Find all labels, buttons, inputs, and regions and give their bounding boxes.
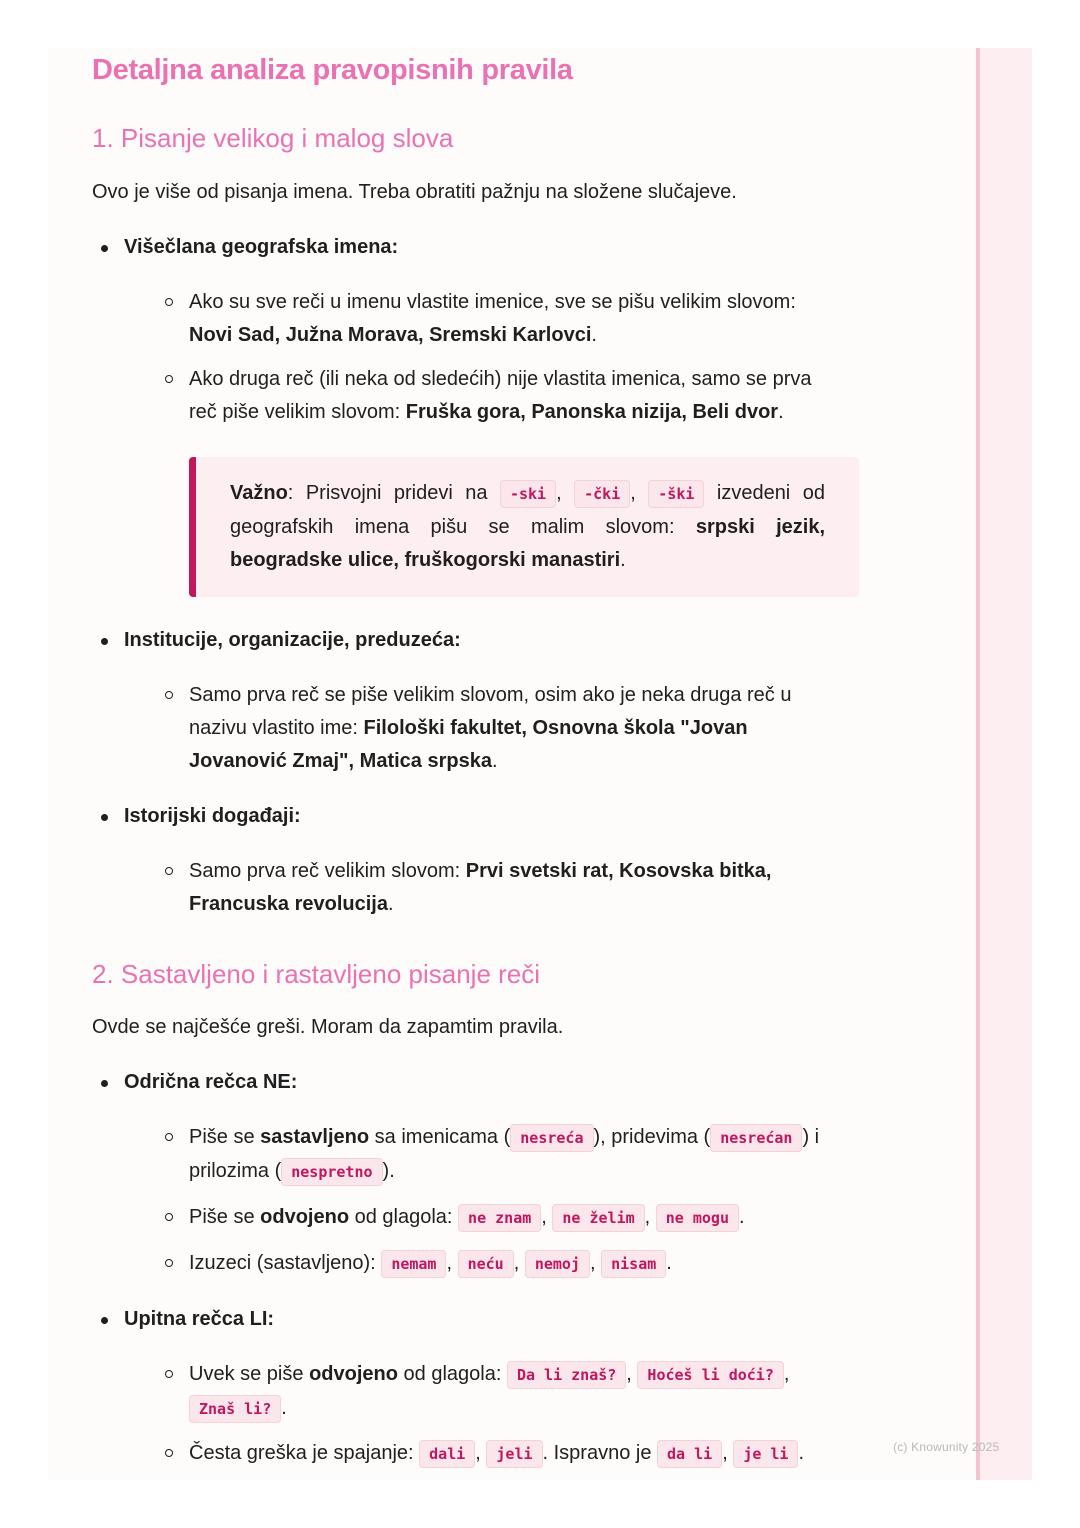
history-label: Istorijski događaji: <box>124 805 301 827</box>
list-item-li-1: Uvek se piše odvojeno od glagola: Da li znaš? , Hoćeš li doći? , Znaš li? . <box>124 1358 832 1426</box>
list-item-ne-1: Piše se sastavljeno sa imenicama ( nesreća ), pridevima ( nesrećan ) i prilozima ( nespretno ). <box>124 1121 832 1189</box>
code-nespretno: nespretno <box>281 1158 382 1186</box>
code-je-li: je li <box>733 1440 798 1468</box>
geo-example-2: Fruška gora, Panonska nizija, Beli dvor <box>405 401 779 423</box>
code-suffix-cki: -čki <box>574 480 630 508</box>
list-item-geo <box>92 231 832 597</box>
important-note: Važno: Prisvojni pridevi na -ski , -čki , -ški izvedeni od geografskih imena pišu se malim slovom: srpski jezik, beogradske ulice, fruškogorski manastiri. <box>189 457 859 597</box>
code-suffix-ski2: -ški <box>648 480 704 508</box>
code-nesrecan: nesrećan <box>710 1124 802 1152</box>
institutions-label: Institucije, organizacije, preduzeća: <box>124 629 461 651</box>
list-item-institutions-1: Samo prva reč se piše velikim slovom, osim ako je neka druga reč u nazivu vlastito ime: Filološki fakultet, Osnovna škola "Jovan Jovanović Zmaj", Matica srpska. <box>124 679 832 778</box>
list-item-ne <box>92 1066 832 1281</box>
code-da-li-znas: Da li znaš? <box>507 1361 626 1389</box>
list-item-li <box>92 1303 832 1471</box>
code-nisam: nisam <box>601 1250 666 1278</box>
list-item-history-1: Samo prva reč velikim slovom: Prvi svetski rat, Kosovska bitka, Francuska revolucija. <box>124 855 832 921</box>
institutions-example: Filološki fakultet, Osnovna škola "Jovan Jovanović Zmaj", Matica srpska <box>189 717 748 772</box>
code-znas-li: Znaš li? <box>189 1395 281 1423</box>
li-label: Upitna rečca LI: <box>124 1308 275 1330</box>
geo-label: Višečlana geografska imena: <box>124 236 399 258</box>
geo-example-1: Novi Sad, Južna Morava, Sremski Karlovci <box>189 324 592 346</box>
page-title: Detaljna analiza pravopisnih pravila <box>92 54 573 86</box>
code-suffix-ski: -ski <box>500 480 556 508</box>
code-jeli: jeli <box>486 1440 542 1468</box>
code-hoces-li-doci: Hoćeš li doći? <box>637 1361 783 1389</box>
code-ne-zelim: ne želim <box>552 1204 644 1232</box>
list-item-ne-2: Piše se odvojeno od glagola: ne znam , ne želim , ne mogu . <box>124 1201 832 1235</box>
code-nemam: nemam <box>381 1250 446 1278</box>
code-nesreca: nesreća <box>510 1124 593 1152</box>
capitalization-list <box>92 231 832 921</box>
code-ne-mogu: ne mogu <box>656 1204 739 1232</box>
watermark: (c) Knowunity 2025 <box>893 1440 1000 1454</box>
list-item-li-2: Česta greška je spajanje: dali , jeli . Ispravno je da li , je li . <box>124 1437 832 1471</box>
section-heading-1: 1. Pisanje velikog i malog slova <box>92 123 454 153</box>
section-intro-2: Ovde se najčešće greši. Moram da zapamtim pravila. <box>92 1016 564 1038</box>
document-content <box>92 50 832 1471</box>
list-item-ne-3: Izuzeci (sastavljeno): nemam , neću , nemoj , nisam . <box>124 1247 832 1281</box>
history-example: Prvi svetski rat, Kosovska bitka, Francuska revolucija <box>189 860 772 915</box>
list-item-institutions <box>92 624 832 778</box>
note-example: srpski jezik, beogradske ulice, fruškogorski manastiri <box>230 516 826 571</box>
spelling-list <box>92 1066 832 1471</box>
code-nemoj: nemoj <box>525 1250 590 1278</box>
section-intro-1: Ovo je više od pisanja imena. Treba obratiti pažnju na složene slučajeve. <box>92 181 737 203</box>
list-item-geo-2: Ako druga reč (ili neka od sledećih) nije vlastita imenica, samo se prva reč piše velikim slovom: Fruška gora, Panonska nizija, Beli dvor. <box>124 363 832 429</box>
code-necu: neću <box>458 1250 514 1278</box>
list-item-history <box>92 800 832 921</box>
code-dali: dali <box>419 1440 475 1468</box>
section-heading-2: 2. Sastavljeno i rastavljeno pisanje reči <box>92 959 541 989</box>
page-side-rail <box>976 48 1032 1480</box>
list-item-geo-1: Ako su sve reči u imenu vlastite imenice, sve se pišu velikim slovom: Novi Sad, Južna Morava, Sremski Karlovci. <box>124 286 832 352</box>
code-ne-znam: ne znam <box>458 1204 541 1232</box>
note-label: Važno <box>230 482 288 504</box>
code-da-li: da li <box>657 1440 722 1468</box>
ne-label: Odrična rečca NE: <box>124 1071 298 1093</box>
